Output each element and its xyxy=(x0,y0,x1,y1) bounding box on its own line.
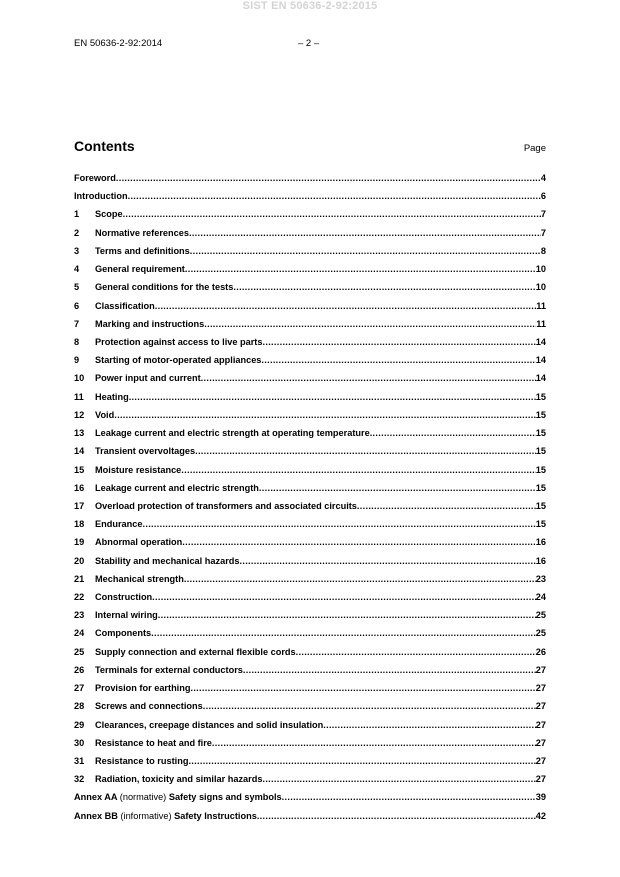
toc-entry[interactable] xyxy=(74,701,546,719)
toc-entry-title: Terminals for external conductors xyxy=(95,664,243,675)
toc-entry-title: Provision for earthing xyxy=(95,683,191,694)
toc-leader-dots xyxy=(282,792,536,802)
toc-leader-dots xyxy=(184,574,536,584)
toc-entry-title: Moisture resistance xyxy=(95,464,182,475)
toc-entry-number: 22 xyxy=(74,592,85,603)
toc-entry-title: Radiation, toxicity and similar hazards xyxy=(95,774,263,785)
toc-leader-dots xyxy=(189,228,541,238)
toc-entry-title: Supply connection and external flexible cords xyxy=(95,646,296,657)
toc-entry-page: 15 xyxy=(535,464,546,475)
toc-entry-number: 12 xyxy=(74,409,85,420)
toc-leader-dots xyxy=(128,191,541,201)
toc-entry-page: 15 xyxy=(535,428,546,439)
toc-entry-number: 1 xyxy=(74,209,80,220)
toc-entry-number: 14 xyxy=(74,446,85,457)
toc-entry-title: Components xyxy=(95,628,152,639)
toc-entry-title: Resistance to heat and fire xyxy=(95,737,212,748)
toc-entry-page: 24 xyxy=(535,592,546,603)
annex-title: Safety Instructions xyxy=(174,810,257,821)
toc-leader-dots xyxy=(185,264,536,274)
toc-leader-dots xyxy=(357,501,536,511)
toc-entry-title: Leakage current and electric strength at operating temperature xyxy=(95,428,370,439)
toc-entry-title: Foreword xyxy=(74,173,116,183)
toc-entry-number: 11 xyxy=(74,391,84,402)
toc-entry[interactable] xyxy=(74,574,546,592)
toc-entry-page: 15 xyxy=(535,446,546,457)
toc-entry-page: 14 xyxy=(535,373,546,384)
toc-entry-title: Scope xyxy=(95,209,123,220)
toc-entry-page: 11 xyxy=(536,300,546,311)
annex-label: Annex BB xyxy=(74,810,118,821)
toc-entry[interactable] xyxy=(74,173,546,191)
toc-entry[interactable] xyxy=(74,246,546,264)
toc-entry-number: 19 xyxy=(74,537,85,548)
toc-entry-number: 13 xyxy=(74,428,85,439)
toc-entry-page: 27 xyxy=(535,683,546,694)
toc-leader-dots xyxy=(195,446,536,456)
toc-entry-page: 15 xyxy=(535,391,546,402)
toc-entry-title: Heating xyxy=(95,391,129,402)
annex-title: Safety signs and symbols xyxy=(168,792,282,803)
toc-entry-title: Abnormal operation xyxy=(95,537,183,548)
toc-entry-page: 15 xyxy=(535,500,546,511)
header-standard-id: EN 50636-2-92:2014 xyxy=(74,38,163,49)
annex-kind: (informative) xyxy=(120,810,172,821)
toc-entry[interactable] xyxy=(74,428,546,446)
toc-leader-dots xyxy=(296,647,536,657)
toc-entry[interactable] xyxy=(74,228,546,246)
toc-entry-number: 18 xyxy=(74,519,85,530)
toc-entry-number: 26 xyxy=(74,664,85,675)
toc-entry-page: 11 xyxy=(536,318,546,329)
toc-leader-dots xyxy=(240,556,536,566)
toc-leader-dots xyxy=(155,301,537,311)
toc-entry-page: 27 xyxy=(535,756,546,766)
toc-entry-title: Leakage current and electric strength xyxy=(95,482,259,493)
toc-entry-title: Terms and definitions xyxy=(95,245,190,256)
toc-entry-title: General conditions for the tests xyxy=(95,282,234,293)
toc-leader-dots xyxy=(129,392,536,402)
toc-entry[interactable] xyxy=(74,537,546,555)
toc-leader-dots xyxy=(259,483,536,493)
table-of-contents xyxy=(74,173,546,829)
toc-entry-page: 16 xyxy=(535,555,546,566)
toc-entry[interactable] xyxy=(74,392,546,410)
toc-entry[interactable] xyxy=(74,319,546,337)
annex-entry-page: 39 xyxy=(535,792,546,803)
toc-leader-dots xyxy=(203,701,536,711)
toc-entry-title: Clearances, creepage distances and solid insulation xyxy=(95,719,324,730)
toc-leader-dots xyxy=(158,610,536,620)
toc-entry-number: 7 xyxy=(74,318,80,329)
toc-entry-number: 27 xyxy=(74,683,85,694)
toc-entry-title: Classification xyxy=(95,300,155,311)
annex-kind: (normative) xyxy=(119,792,167,803)
toc-entry-page: 16 xyxy=(535,537,546,548)
toc-entry[interactable] xyxy=(74,282,546,300)
toc-entry-page: 25 xyxy=(535,628,546,639)
toc-entry[interactable] xyxy=(74,301,546,319)
toc-entry-number: 17 xyxy=(74,500,85,511)
toc-entry[interactable] xyxy=(74,465,546,483)
toc-entry-page: 6 xyxy=(540,191,546,202)
toc-leader-dots xyxy=(142,519,535,529)
toc-entry-title: Screws and connections xyxy=(95,701,203,712)
page-column-label: Page xyxy=(523,143,546,154)
toc-entry-page: 27 xyxy=(535,701,546,712)
toc-entry[interactable] xyxy=(74,756,546,774)
annex-entry[interactable] xyxy=(74,811,546,829)
toc-entry-number: 15 xyxy=(74,464,85,475)
toc-entry[interactable] xyxy=(74,501,546,519)
annex-entry[interactable] xyxy=(74,792,546,810)
toc-leader-dots xyxy=(204,319,536,329)
watermark: SIST EN 50636-2-92:2015 xyxy=(242,0,378,12)
toc-leader-dots xyxy=(181,465,535,475)
toc-entry-page: 27 xyxy=(535,774,546,785)
toc-entry-number: 32 xyxy=(74,774,85,785)
toc-entry[interactable] xyxy=(74,720,546,738)
toc-entry[interactable] xyxy=(74,209,546,227)
toc-entry-number: 16 xyxy=(74,482,85,493)
toc-entry-page: 4 xyxy=(540,173,546,183)
annex-entry-title xyxy=(74,811,257,821)
toc-entry-page: 15 xyxy=(535,409,546,420)
toc-entry[interactable] xyxy=(74,647,546,665)
toc-leader-dots xyxy=(201,373,536,383)
toc-leader-dots xyxy=(116,173,541,183)
annex-entry-page: 42 xyxy=(535,810,546,821)
toc-entry-title: General requirement xyxy=(95,264,185,275)
toc-entry[interactable] xyxy=(74,665,546,683)
header-page-number: – 2 – xyxy=(298,38,320,49)
toc-leader-dots xyxy=(262,337,535,347)
toc-entry-title: Introduction xyxy=(74,191,128,202)
toc-leader-dots xyxy=(370,428,536,438)
toc-entry-number: 25 xyxy=(74,646,85,657)
toc-entry-title: Endurance xyxy=(95,519,143,530)
toc-entry-page: 26 xyxy=(535,646,546,657)
toc-entry[interactable] xyxy=(74,191,546,209)
toc-entry-number: 8 xyxy=(74,336,80,347)
toc-leader-dots xyxy=(123,209,541,219)
toc-leader-dots xyxy=(152,592,536,602)
toc-entry-page: 14 xyxy=(535,355,546,366)
toc-entry-number: 10 xyxy=(74,373,85,384)
toc-entry-number: 6 xyxy=(74,300,80,311)
toc-entry-page: 14 xyxy=(535,336,546,347)
toc-leader-dots xyxy=(190,246,541,256)
toc-entry[interactable] xyxy=(74,610,546,628)
toc-entry[interactable] xyxy=(74,355,546,373)
toc-entry-number: 31 xyxy=(74,756,85,766)
toc-entry-page: 10 xyxy=(535,264,546,275)
toc-entry-title: Stability and mechanical hazards xyxy=(95,555,240,566)
toc-entry-title: Void xyxy=(95,409,115,420)
toc-entry-page: 10 xyxy=(535,282,546,293)
toc-entry-page: 7 xyxy=(540,209,546,220)
toc-entry-number: 4 xyxy=(74,264,80,275)
toc-entry-title: Starting of motor-operated appliances xyxy=(95,355,262,366)
toc-leader-dots xyxy=(188,756,535,766)
toc-entry-number: 21 xyxy=(74,573,85,584)
annex-label: Annex AA xyxy=(74,792,118,803)
toc-leader-dots xyxy=(182,537,535,547)
toc-entry-title: Mechanical strength xyxy=(95,573,184,584)
toc-entry-number: 28 xyxy=(74,701,85,712)
toc-entry-title: Transient overvoltages xyxy=(95,446,196,457)
toc-entry[interactable] xyxy=(74,774,546,792)
toc-entry[interactable] xyxy=(74,264,546,282)
annex-entry-title xyxy=(74,792,282,802)
toc-entry-number: 24 xyxy=(74,628,85,639)
toc-entry[interactable] xyxy=(74,519,546,537)
toc-leader-dots xyxy=(243,665,536,675)
toc-entry[interactable] xyxy=(74,410,546,428)
toc-entry-title: Protection against access to live parts xyxy=(95,336,263,347)
toc-entry-title: Power input and current xyxy=(95,373,201,384)
toc-entry-page: 23 xyxy=(535,573,546,584)
toc-entry[interactable] xyxy=(74,556,546,574)
toc-entry-page: 27 xyxy=(535,737,546,748)
toc-leader-dots xyxy=(261,355,535,365)
toc-entry-page: 25 xyxy=(535,610,546,621)
toc-leader-dots xyxy=(190,683,535,693)
toc-entry-page: 15 xyxy=(535,482,546,493)
toc-entry-number: 9 xyxy=(74,355,80,366)
contents-heading: Contents xyxy=(74,138,135,154)
toc-entry[interactable] xyxy=(74,683,546,701)
toc-entry-page: 27 xyxy=(535,664,546,675)
toc-entry-number: 2 xyxy=(74,227,80,238)
toc-entry[interactable] xyxy=(74,337,546,355)
toc-entry-number: 5 xyxy=(74,282,80,293)
toc-leader-dots xyxy=(257,811,536,821)
toc-leader-dots xyxy=(212,738,536,748)
toc-entry-number: 29 xyxy=(74,719,85,730)
toc-entry[interactable] xyxy=(74,483,546,501)
toc-leader-dots xyxy=(151,628,536,638)
toc-entry[interactable] xyxy=(74,373,546,391)
toc-entry[interactable] xyxy=(74,592,546,610)
toc-leader-dots xyxy=(114,410,536,420)
toc-leader-dots xyxy=(233,282,535,292)
toc-entry-number: 20 xyxy=(74,555,85,566)
toc-entry[interactable] xyxy=(74,628,546,646)
toc-leader-dots xyxy=(262,774,535,784)
toc-entry[interactable] xyxy=(74,446,546,464)
toc-entry-page: 7 xyxy=(540,227,546,238)
toc-entry-title: Internal wiring xyxy=(95,610,158,621)
toc-entry-page: 15 xyxy=(535,519,546,530)
toc-entry-number: 23 xyxy=(74,610,85,621)
toc-entry-number: 3 xyxy=(74,245,80,256)
toc-entry-title: Construction xyxy=(95,592,153,603)
toc-entry-title: Overload protection of transformers and associated circuits xyxy=(95,500,357,511)
toc-entry-page: 27 xyxy=(535,719,546,730)
toc-entry-number: 30 xyxy=(74,737,85,748)
toc-entry[interactable] xyxy=(74,738,546,756)
toc-entry-title: Marking and instructions xyxy=(95,318,205,329)
toc-entry-page: 8 xyxy=(540,245,546,256)
toc-leader-dots xyxy=(323,720,536,730)
toc-entry-title: Normative references xyxy=(95,227,189,238)
toc-entry-title: Resistance to rusting xyxy=(95,756,189,766)
